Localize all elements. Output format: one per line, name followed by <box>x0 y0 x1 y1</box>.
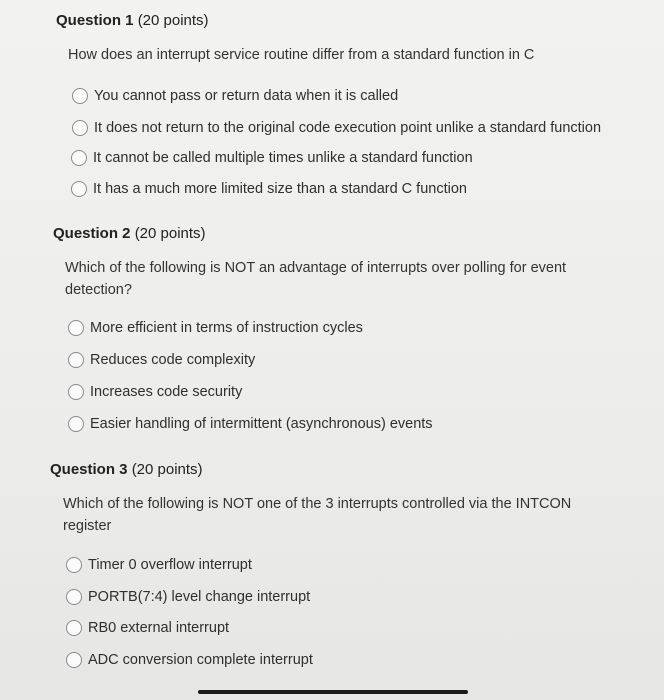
radio-button[interactable] <box>71 181 87 197</box>
question-1-label: Question 1 <box>56 12 134 29</box>
question-1-option-1[interactable] <box>72 88 398 104</box>
radio-button[interactable] <box>68 320 84 336</box>
radio-button[interactable] <box>71 150 87 166</box>
option-label: ADC conversion complete interrupt <box>88 652 313 668</box>
radio-button[interactable] <box>66 620 82 636</box>
radio-button[interactable] <box>66 652 82 668</box>
question-1-option-2[interactable] <box>72 120 601 136</box>
option-label: Easier handling of intermittent (asynchronous) events <box>90 416 433 432</box>
radio-button[interactable] <box>66 589 82 605</box>
question-2-option-2[interactable] <box>68 352 255 368</box>
question-3-option-2[interactable] <box>66 589 310 605</box>
question-1-title <box>56 12 209 29</box>
radio-button[interactable] <box>68 384 84 400</box>
question-2-title <box>53 225 206 242</box>
option-label: It cannot be called multiple times unlike a standard function <box>93 150 473 166</box>
question-2-label: Question 2 <box>53 225 131 242</box>
question-1-option-3[interactable] <box>71 150 473 166</box>
radio-button[interactable] <box>68 416 84 432</box>
question-3-title <box>50 461 203 478</box>
question-3-label: Question 3 <box>50 461 128 478</box>
option-label: Reduces code complexity <box>90 352 256 368</box>
question-3-points: (20 points) <box>131 461 203 478</box>
question-2-option-3[interactable] <box>68 384 242 400</box>
option-label: PORTB(7:4) level change interrupt <box>88 589 311 605</box>
question-3-option-3[interactable] <box>66 620 229 636</box>
question-2-option-4[interactable] <box>68 416 433 432</box>
question-2-prompt: Which of the following is NOT an advantage of interrupts over polling for event detection? <box>65 260 567 298</box>
question-1-prompt: How does an interrupt service routine differ from a standard function in C <box>68 47 535 63</box>
home-indicator-bar <box>198 690 468 694</box>
option-label: Increases code security <box>90 384 243 400</box>
option-label: It has a much more limited size than a standard C function <box>93 181 467 197</box>
question-2-option-1[interactable] <box>68 320 363 336</box>
question-3-option-4[interactable] <box>66 652 313 668</box>
option-label: RB0 external interrupt <box>88 620 230 636</box>
question-1-option-4[interactable] <box>71 181 467 197</box>
radio-button[interactable] <box>66 557 82 573</box>
question-3-option-1[interactable] <box>66 557 252 573</box>
option-label: More efficient in terms of instruction cycles <box>90 320 363 336</box>
radio-button[interactable] <box>72 120 88 136</box>
radio-button[interactable] <box>68 352 84 368</box>
option-label: You cannot pass or return data when it is called <box>94 88 399 104</box>
option-label: Timer 0 overflow interrupt <box>88 557 252 573</box>
radio-button[interactable] <box>72 88 88 104</box>
question-2-points: (20 points) <box>134 225 206 242</box>
question-1-points: (20 points) <box>137 12 209 29</box>
option-label: It does not return to the original code execution point unlike a standard function <box>94 120 602 136</box>
question-3-prompt: Which of the following is NOT one of the 3 interrupts controlled via the INTCON register <box>63 496 572 534</box>
